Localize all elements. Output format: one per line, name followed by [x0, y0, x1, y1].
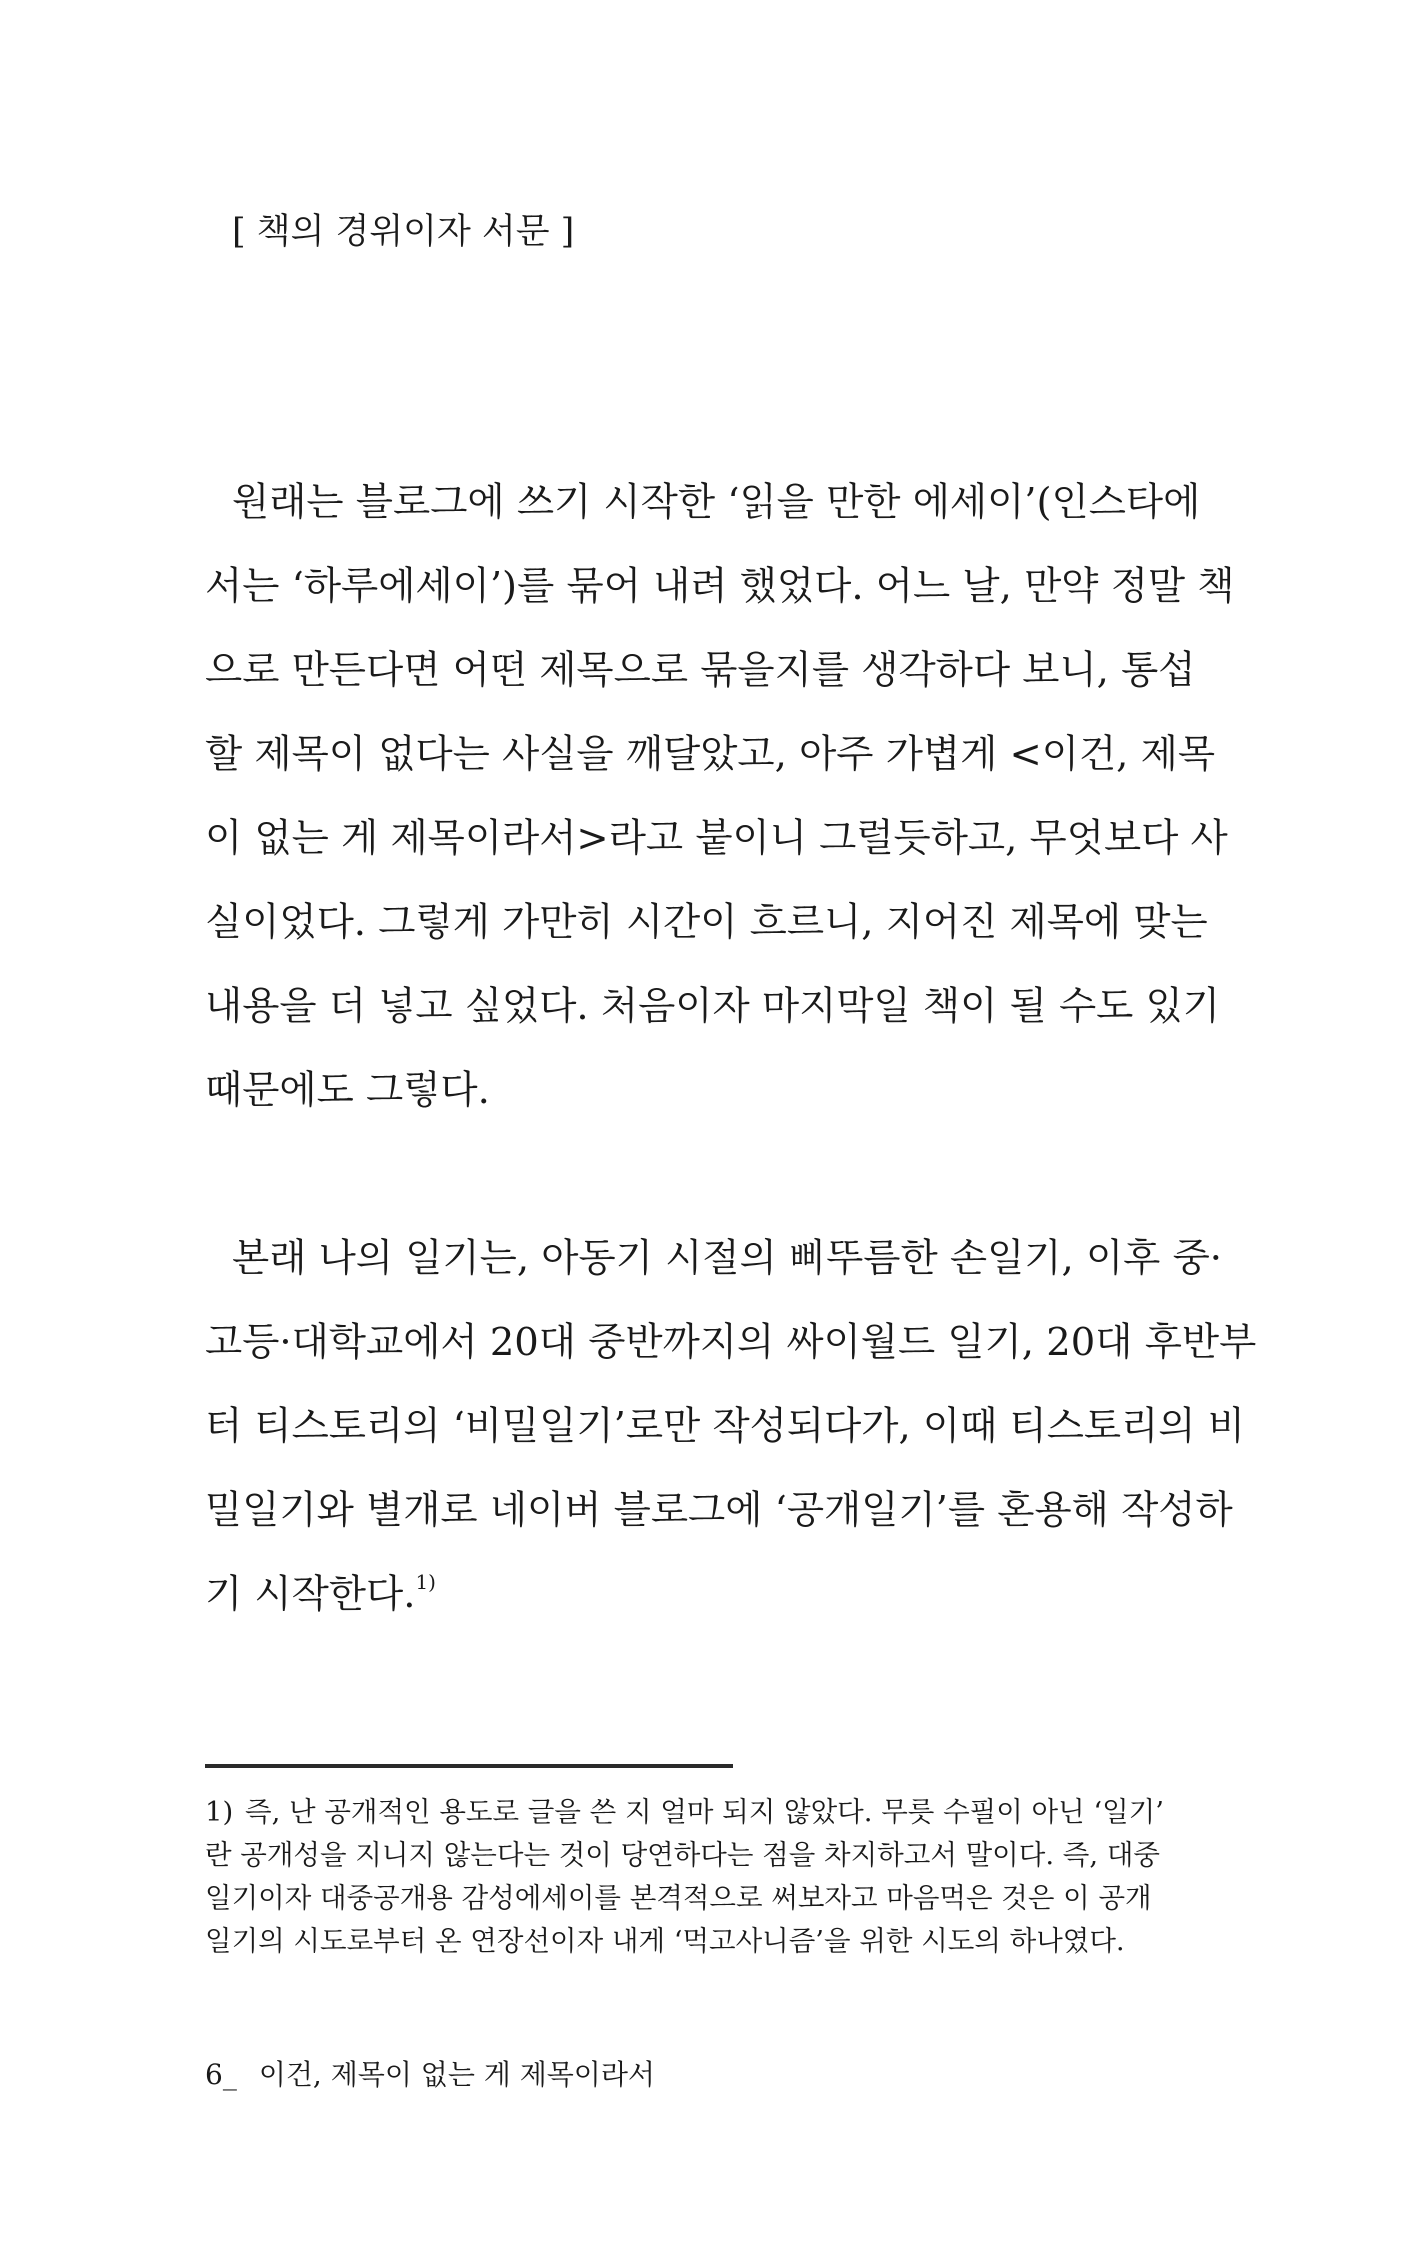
paragraph-1-line: 이 없는 게 제목이라서>라고 붙이니 그럴듯하고, 무엇보다 사	[205, 816, 1228, 861]
footnote-line: 란 공개성을 지니지 않는다는 것이 당연하다는 점을 차지하고서 말이다. 즉, 대중	[205, 1839, 1160, 1871]
paragraph-2-last-text: 기 시작한다.	[205, 1572, 416, 1617]
section-heading: [ 책의 경위이자 서문 ]	[232, 212, 575, 252]
paragraph-1-line: 서는 ‘하루에세이’)를 묶어 내려 했었다. 어느 날, 만약 정말 책	[205, 564, 1235, 609]
footnote-line: 일기의 시도로부터 온 연장선이자 내게 ‘먹고사니즘’을 위한 시도의 하나였다.	[205, 1925, 1125, 1957]
paragraph-2-line: 터 티스토리의 ‘비밀일기’로만 작성되다가, 이때 티스토리의 비	[205, 1404, 1245, 1449]
footnote-text: 즉, 난 공개적인 용도로 글을 쓴 지 얼마 되지 않았다. 무릇 수필이 아닌 ‘일기’	[245, 1796, 1164, 1828]
footnote-divider	[205, 1764, 733, 1768]
paragraph-2-line	[205, 1570, 1137, 1620]
paragraph-1-line: 때문에도 그렇다.	[205, 1068, 490, 1113]
paragraph-1-line: 내용을 더 넣고 싶었다. 처음이자 마지막일 책이 될 수도 있기	[205, 984, 1220, 1029]
paragraph-1-line: 할 제목이 없다는 사실을 깨달았고, 아주 가볍게 <이건, 제목	[205, 732, 1216, 777]
running-title: 이건, 제목이 없는 게 제목이라서	[258, 2058, 655, 2091]
paragraph-1-line: 으로 만든다면 어떤 제목으로 묶을지를 생각하다 보니, 통섭	[205, 648, 1196, 693]
footnote-line: 일기이자 대중공개용 감성에세이를 본격적으로 써보자고 마음먹은 것은 이 공개	[205, 1882, 1152, 1914]
page-number: 6_	[205, 2058, 237, 2091]
paragraph-2-line: 밀일기와 별개로 네이버 블로그에 ‘공개일기’를 혼용해 작성하	[205, 1488, 1233, 1533]
footnote-reference: 1)	[415, 1570, 436, 1594]
paragraph-2-line: 본래 나의 일기는, 아동기 시절의 삐뚜름한 손일기, 이후 중·	[232, 1236, 1223, 1281]
footnote-line	[205, 1794, 1164, 1830]
paragraph-2-line: 고등·대학교에서 20대 중반까지의 싸이월드 일기, 20대 후반부	[205, 1320, 1257, 1365]
paragraph-1-line: 실이었다. 그렇게 가만히 시간이 흐르니, 지어진 제목에 맞는	[205, 900, 1208, 945]
page-footer	[205, 2057, 655, 2093]
paragraph-1-line: 원래는 블로그에 쓰기 시작한 ‘읽을 만한 에세이’(인스타에	[232, 480, 1201, 525]
footnote-number: 1)	[205, 1796, 234, 1828]
